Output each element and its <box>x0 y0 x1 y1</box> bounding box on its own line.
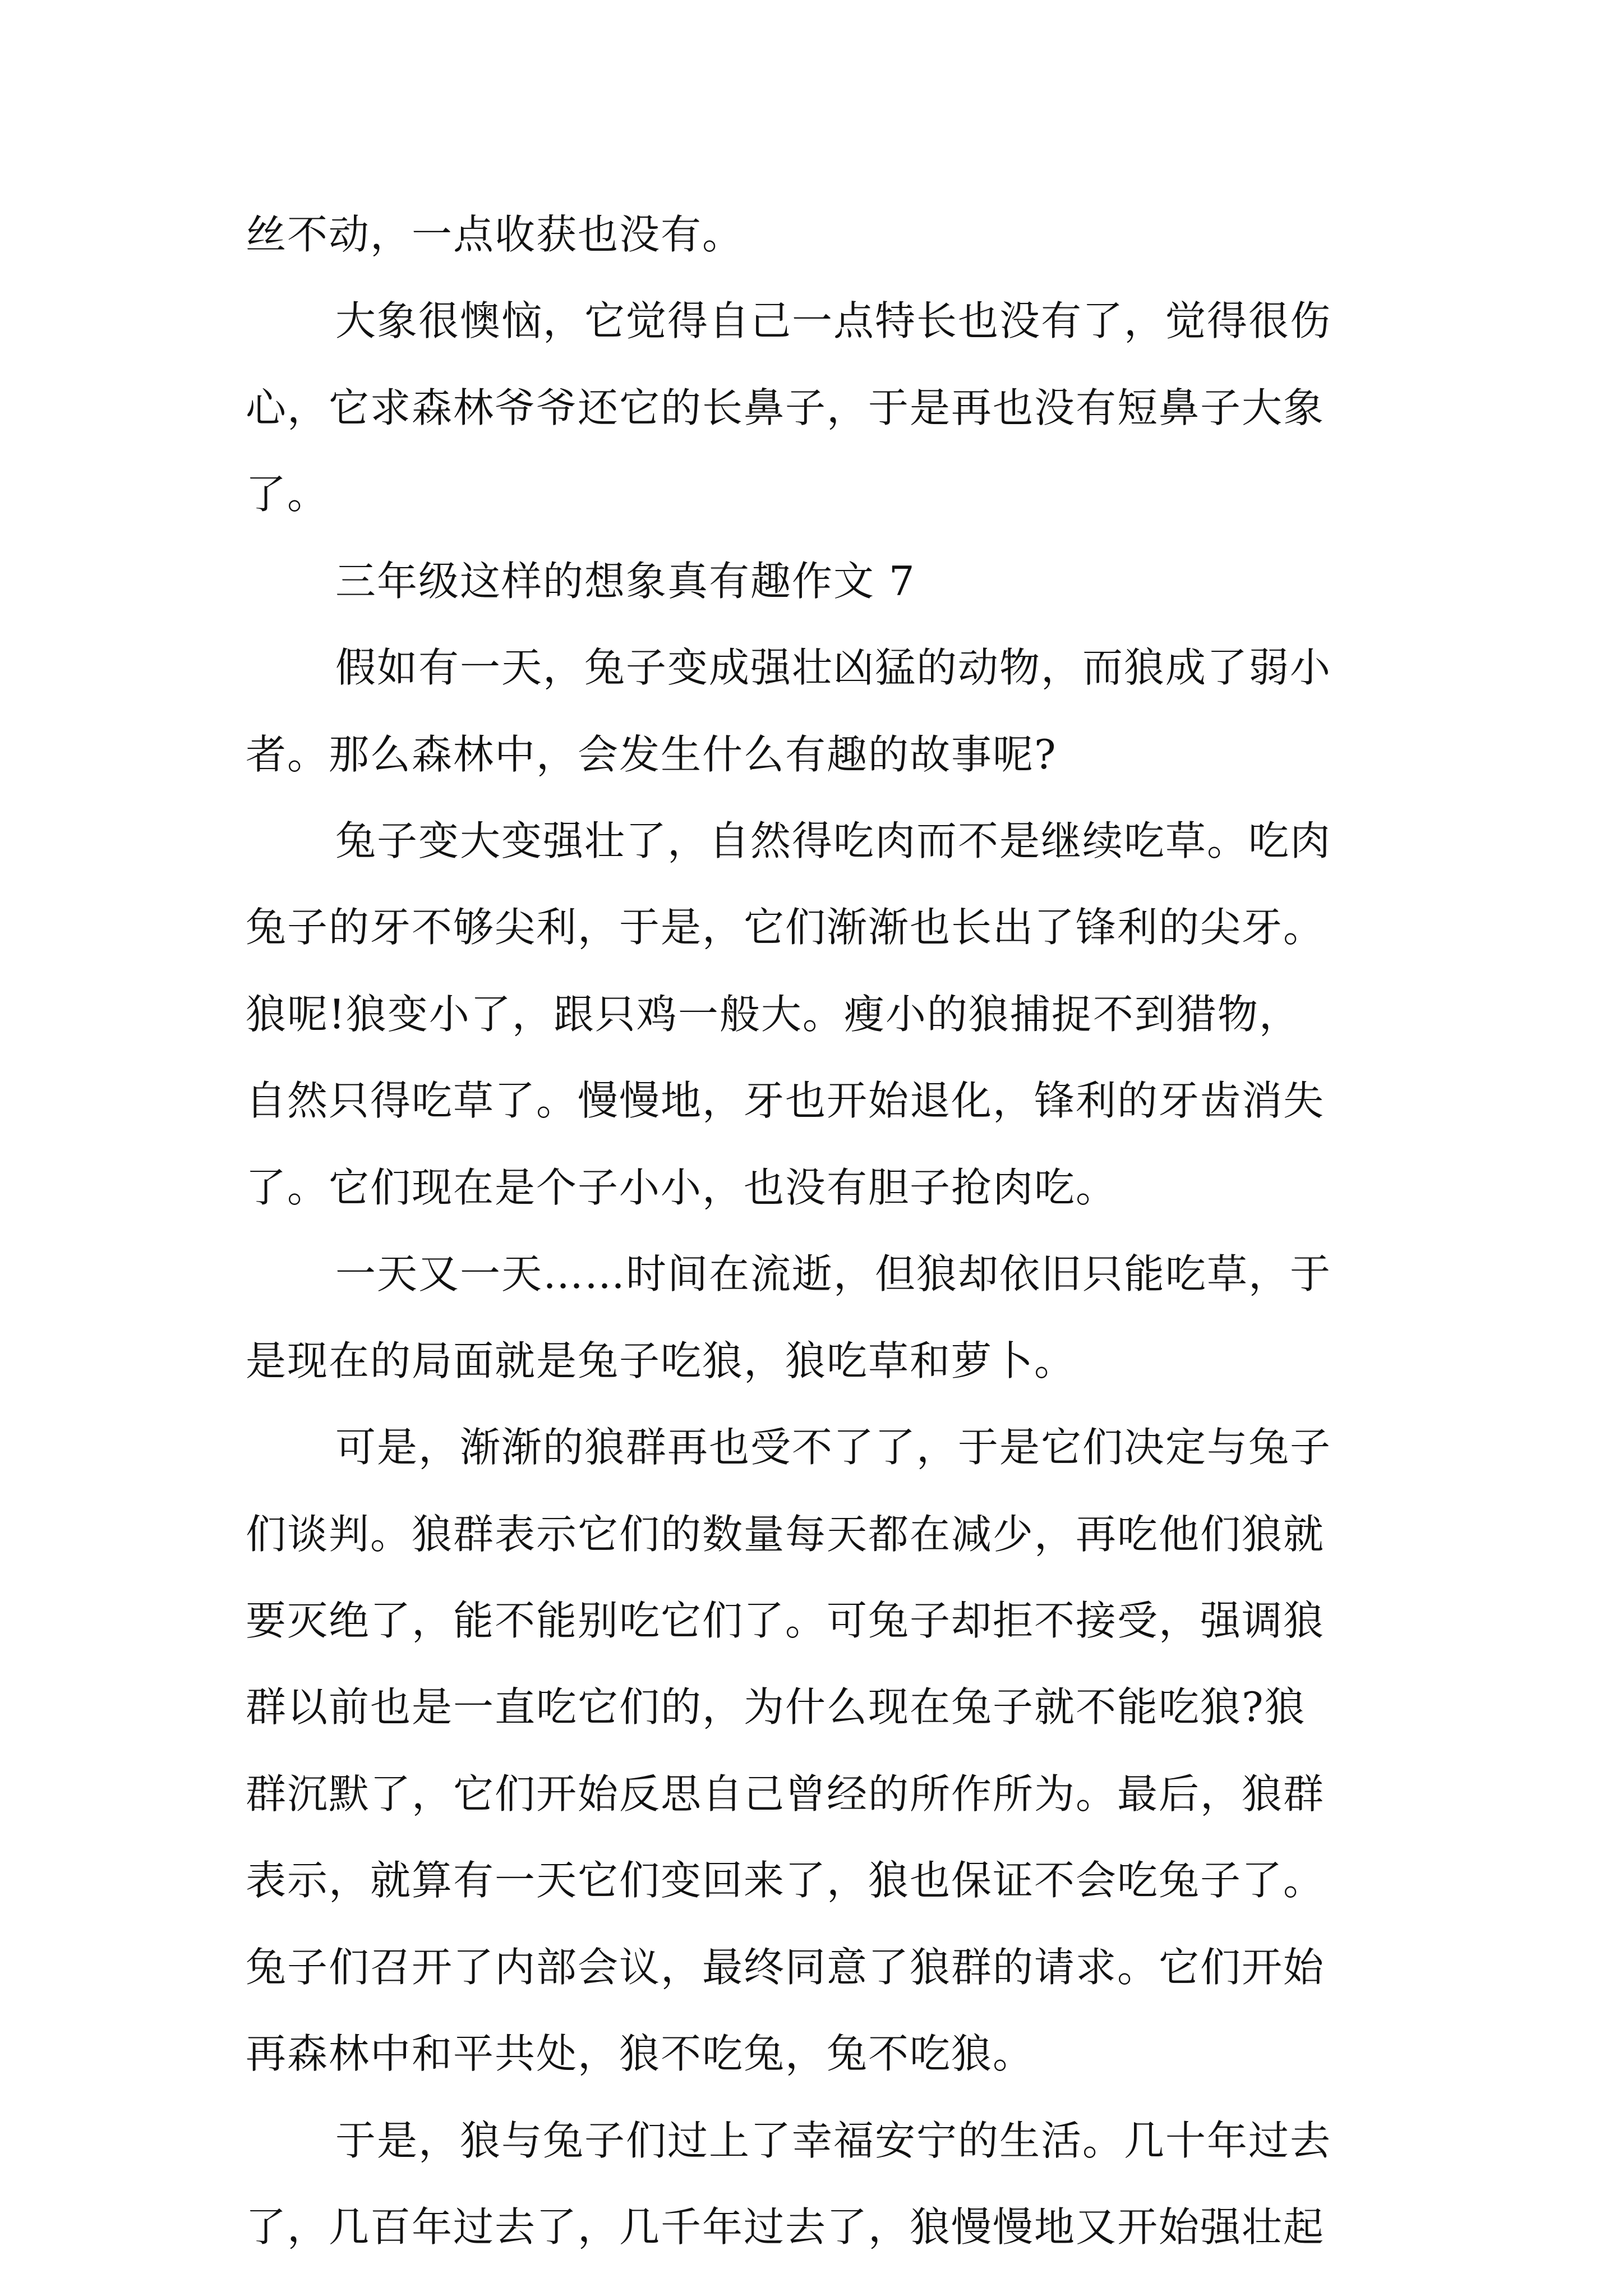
text-line: 兔子的牙不够尖利，于是，它们渐渐也长出了锋利的尖牙。 <box>246 904 1325 951</box>
text-line: 丝不动，一点收获也没有。 <box>246 211 744 258</box>
paragraph-start-line: 假如有一天，兔子变成强壮凶猛的动物，而狼成了弱小 <box>335 644 1332 691</box>
text-line: 者。那么森林中，会发生什么有趣的故事呢? <box>246 731 1057 778</box>
text-line: 是现在的局面就是兔子吃狼，狼吃草和萝卜。 <box>246 1337 1076 1384</box>
text-line: 了，几百年过去了，几千年过去了，狼慢慢地又开始强壮起 <box>246 2203 1325 2251</box>
text-line: 群以前也是一直吃它们的，为什么现在兔子就不能吃狼?狼 <box>246 1683 1306 1731</box>
text-line: 群沉默了，它们开始反思自己曾经的所作所为。最后，狼群 <box>246 1770 1325 1818</box>
section-heading: 三年级这样的想象真有趣作文 7 <box>335 558 916 605</box>
text-line: 狼呢!狼变小了，跟只鸡一般大。瘦小的狼捕捉不到猎物， <box>246 991 1301 1038</box>
text-line: 要灭绝了，能不能别吃它们了。可兔子却拒不接受，强调狼 <box>246 1597 1325 1644</box>
text-line: 了。 <box>246 471 329 518</box>
text-line: 心，它求森林爷爷还它的长鼻子，于是再也没有短鼻子大象 <box>246 384 1325 431</box>
paragraph-start-line: 于是，狼与兔子们过上了幸福安宁的生活。几十年过去 <box>335 2117 1332 2164</box>
paragraph-start-line: 可是，渐渐的狼群再也受不了了，于是它们决定与兔子 <box>335 1424 1332 1471</box>
text-line: 再森林中和平共处，狼不吃兔，兔不吃狼。 <box>246 2030 1035 2077</box>
paragraph-start-line: 一天又一天……时间在流逝，但狼却依旧只能吃草，于 <box>335 1250 1332 1297</box>
text-line: 表示，就算有一天它们变回来了，狼也保证不会吃兔子了。 <box>246 1857 1325 1904</box>
text-line: 自然只得吃草了。慢慢地，牙也开始退化，锋利的牙齿消失 <box>246 1077 1325 1124</box>
paragraph-start-line: 大象很懊恼，它觉得自己一点特长也没有了，觉得很伤 <box>335 297 1332 344</box>
text-line: 们谈判。狼群表示它们的数量每天都在减少，再吃他们狼就 <box>246 1511 1325 1558</box>
paragraph-start-line: 兔子变大变强壮了，自然得吃肉而不是继续吃草。吃肉 <box>335 817 1332 864</box>
text-line: 兔子们召开了内部会议，最终同意了狼群的请求。它们开始 <box>246 1944 1325 1991</box>
text-line: 了。它们现在是个子小小，也没有胆子抢肉吃。 <box>246 1164 1118 1211</box>
